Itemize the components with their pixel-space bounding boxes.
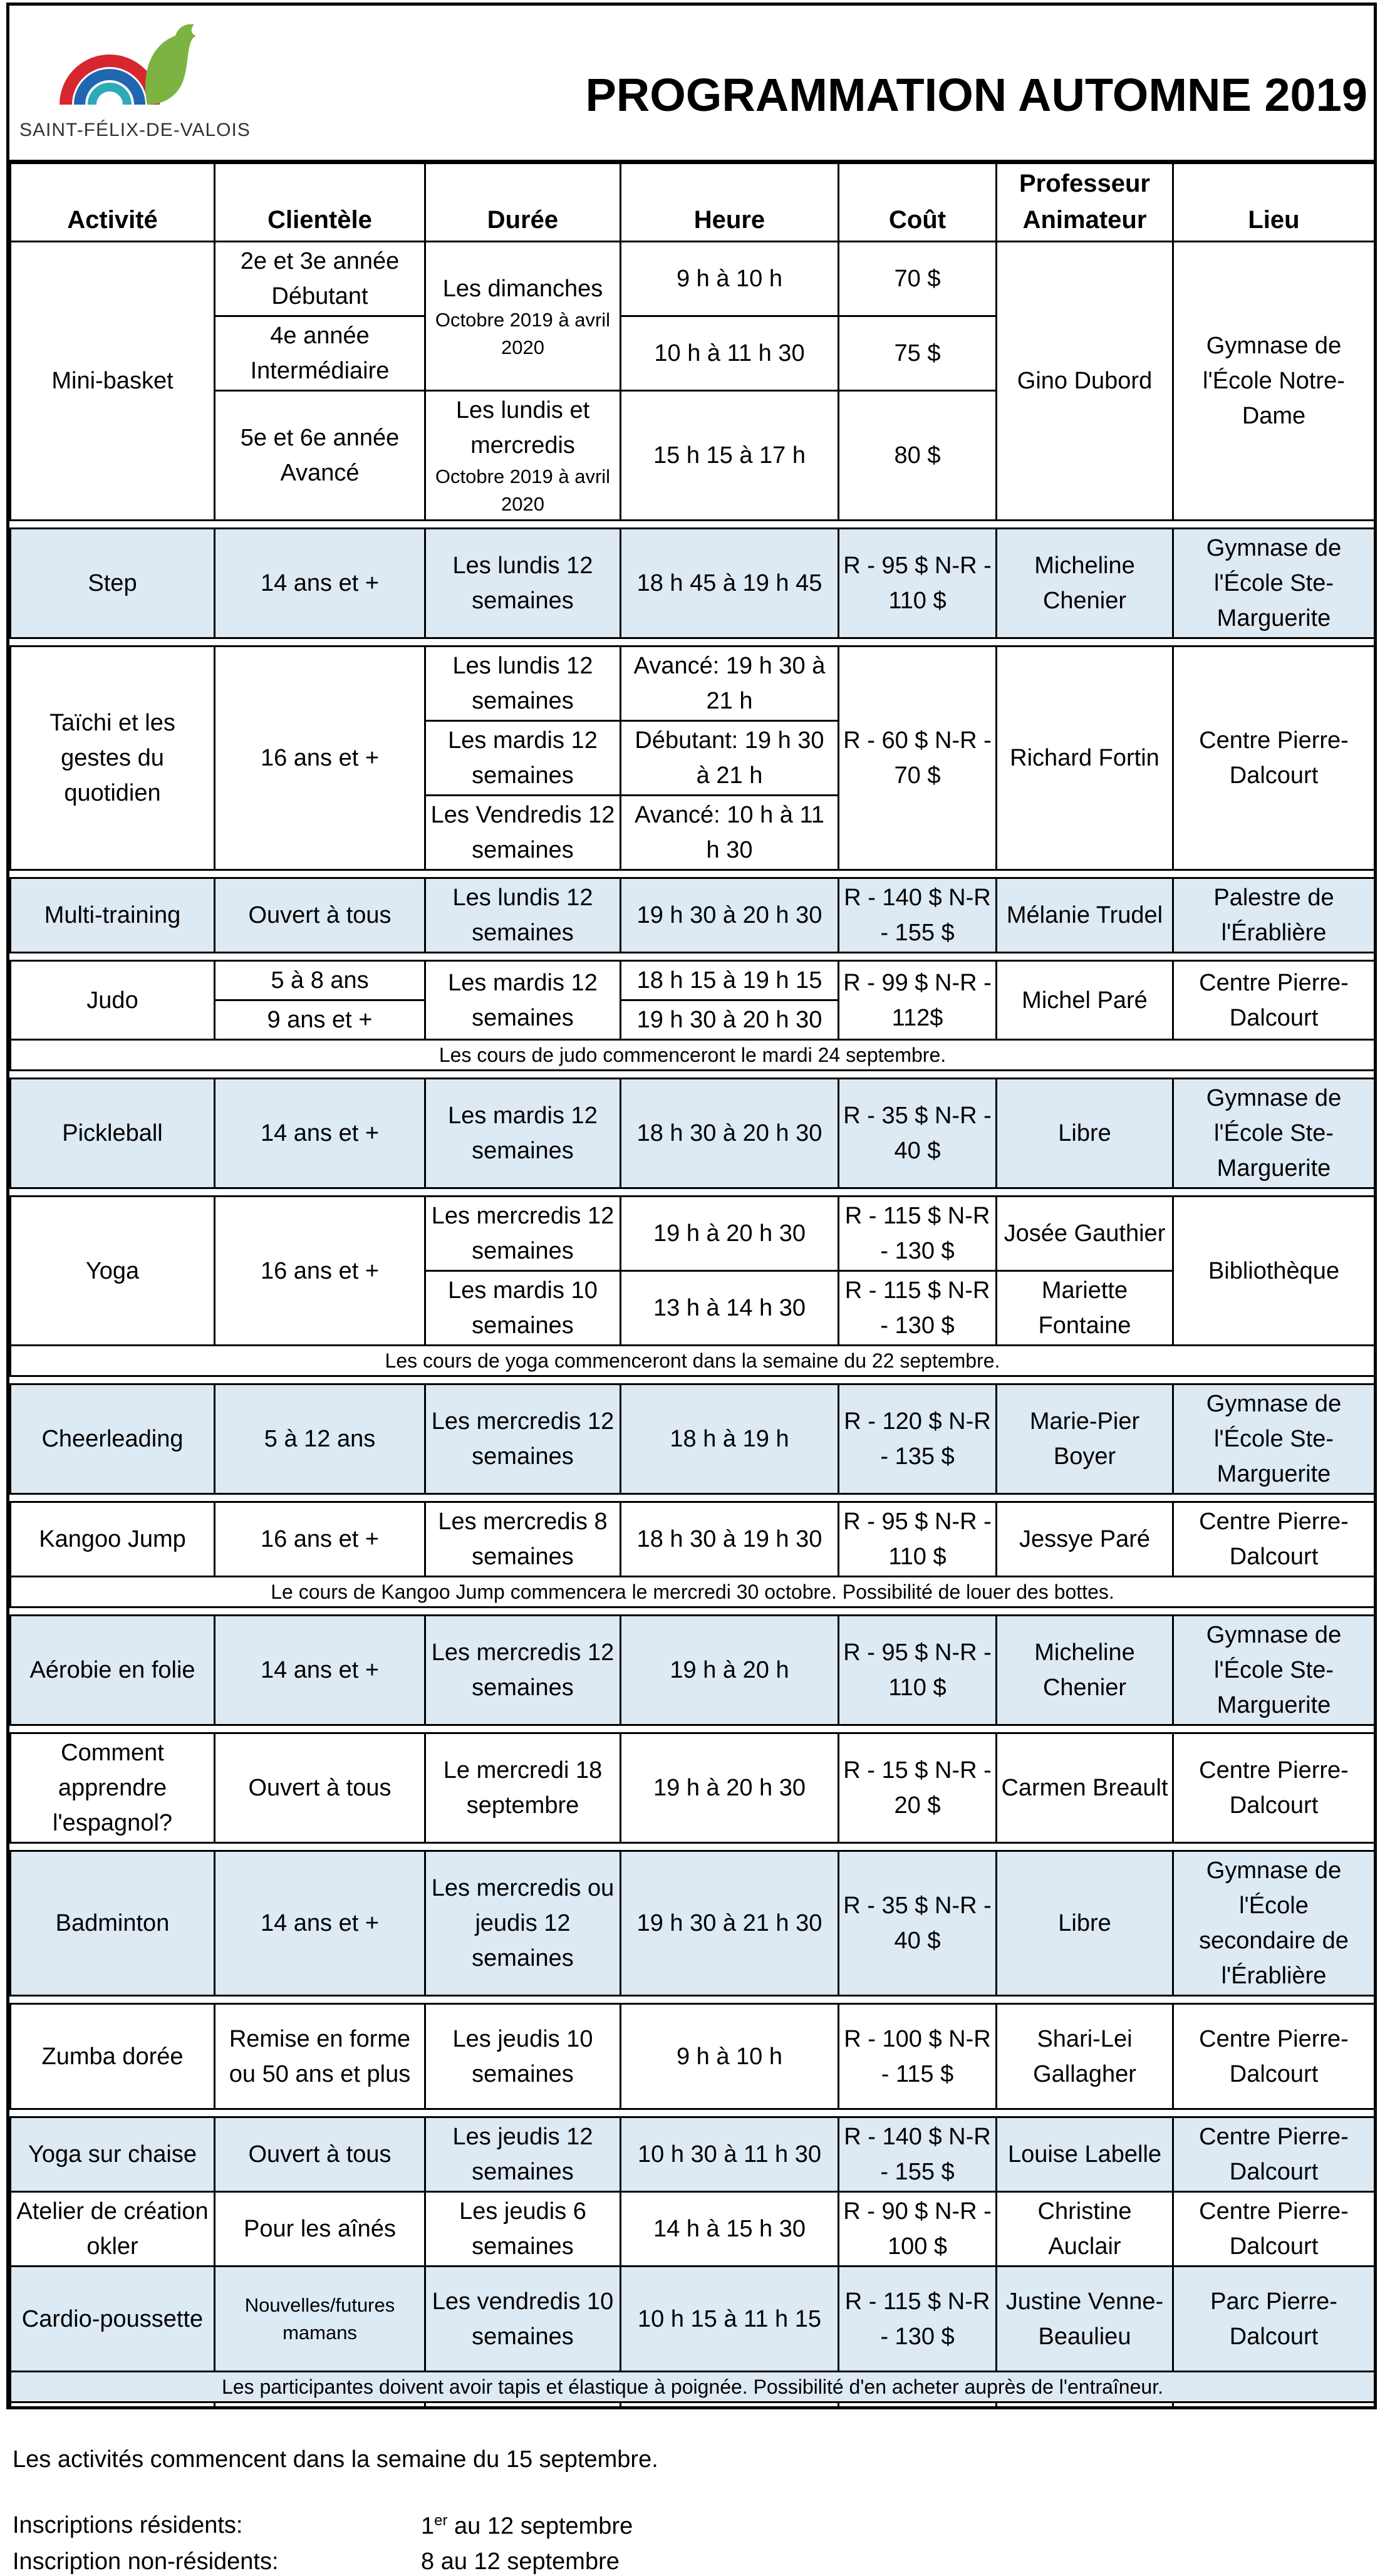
prof-cell: Michel Paré	[997, 961, 1173, 1040]
kangoo-note: Le cours de Kangoo Jump commencera le mercredi 30 octobre. Possibilité de louer des bottes.	[11, 1577, 1375, 1607]
duree-cell: Les lundis 12 semaines	[425, 529, 621, 638]
activity-cell: Taïchi et les gestes du quotidien	[11, 647, 215, 870]
cout-cell: R - 100 $ N-R - 115 $	[839, 2004, 997, 2109]
clientele-cell: 5 à 8 ans	[215, 961, 425, 1000]
activity-cell: Yoga sur chaise	[11, 2117, 215, 2192]
clientele-cell: 16 ans et +	[215, 647, 425, 870]
heure-cell: 18 h 30 à 19 h 30	[621, 1502, 839, 1577]
duree-cell: Le mercredi 18 septembre	[425, 1733, 621, 1843]
prof-cell: Louise Labelle	[997, 2117, 1173, 2192]
lieu-cell: Palestre de l'Érablière	[1173, 878, 1375, 953]
duree-line: Les lundis et mercredis	[455, 397, 590, 459]
clientele-cell: Ouvert à tous	[215, 878, 425, 953]
heure-cell: 9 h à 10 h	[621, 242, 839, 316]
activity-cell: Pickleball	[11, 1079, 215, 1188]
row-gap	[11, 2109, 1375, 2117]
row-gap	[11, 1071, 1375, 1079]
table-row	[11, 1616, 1375, 1725]
heure-cell: 14 h à 15 h 30	[621, 2192, 839, 2267]
cout-cell: R - 115 $ N-R - 130 $	[839, 2267, 997, 2372]
lieu-cell: Gymnase de l'École Ste-Marguerite	[1173, 529, 1375, 638]
header-heure: Heure	[621, 164, 839, 242]
footer-res-day: 1	[421, 2513, 435, 2540]
clientele-cell: Nouvelles/futures mamans	[215, 2267, 425, 2372]
duree-cell: Les mercredis 8 semaines	[425, 1502, 621, 1577]
lieu-cell: Gymnase de l'École secondaire de l'Érablière	[1173, 1851, 1375, 1996]
header	[9, 6, 1374, 162]
footer-nonres-label: Inscription non-résidents:	[13, 2548, 279, 2575]
header-activite: Activité	[11, 164, 215, 242]
heure-cell: 10 h à 11 h 30	[621, 316, 839, 391]
footer-nonres-value: 8 au 12 septembre	[421, 2548, 620, 2575]
page-title: PROGRAMMATION AUTOMNE 2019	[585, 69, 1367, 121]
clientele-cell: Ouvert à tous	[215, 2117, 425, 2192]
cout-cell: R - 140 $ N-R - 155 $	[839, 878, 997, 953]
activity-cell: Badminton	[11, 1851, 215, 1996]
footer-res-rest: au 12 septembre	[447, 2513, 633, 2540]
clientele-cell: Pour les aînés	[215, 2192, 425, 2267]
lieu-cell: Parc Pierre-Dalcourt	[1173, 2267, 1375, 2372]
lieu-cell: Gymnase de l'École Ste-Marguerite	[1173, 1616, 1375, 1725]
table-row	[11, 2267, 1375, 2372]
duree-cell: Les mardis 10 semaines	[425, 1271, 621, 1346]
clientele-cell: 14 ans et +	[215, 529, 425, 638]
duree-cell	[425, 391, 621, 521]
table-row	[11, 2117, 1375, 2192]
heure-cell: 19 h à 20 h 30	[621, 1197, 839, 1271]
activity-cell: Atelier de création okler	[11, 2192, 215, 2267]
judo-note: Les cours de judo commenceront le mardi 24 septembre.	[11, 1040, 1375, 1071]
clientele-cell: 14 ans et +	[215, 1851, 425, 1996]
table-row	[11, 878, 1375, 953]
duree-cell: Les mercredis 12 semaines	[425, 1384, 621, 1494]
clientele-cell: 14 ans et +	[215, 1616, 425, 1725]
cout-cell: R - 99 $ N-R - 112$	[839, 961, 997, 1040]
table-row	[11, 1851, 1375, 1996]
duree-cell: Les vendredis 10 semaines	[425, 2267, 621, 2372]
table-row	[11, 1384, 1375, 1494]
program-frame	[6, 3, 1377, 2409]
cout-cell: 70 $	[839, 242, 997, 316]
clientele-cell: Ouvert à tous	[215, 1733, 425, 1843]
cardio-note: Les participantes doivent avoir tapis et élastique à poignée. Possibilité d'en acheter auprès de l'entraîneur.	[11, 2372, 1375, 2402]
duree-cell	[425, 242, 621, 391]
table-row	[11, 647, 1375, 721]
cout-cell: R - 95 $ N-R - 110 $	[839, 529, 997, 638]
table-row	[11, 1733, 1375, 1843]
activity-cell: Judo	[11, 961, 215, 1040]
prof-cell: Josée Gauthier	[997, 1197, 1173, 1271]
prof-cell: Jessye Paré	[997, 1502, 1173, 1577]
prof-cell: Micheline Chenier	[997, 529, 1173, 638]
cout-cell: 80 $	[839, 391, 997, 521]
table-row	[11, 2192, 1375, 2267]
cout-cell: R - 60 $ N-R - 70 $	[839, 647, 997, 870]
cout-cell: R - 15 $ N-R - 20 $	[839, 1733, 997, 1843]
prof-cell: Libre	[997, 1851, 1173, 1996]
lieu-cell: Centre Pierre-Dalcourt	[1173, 961, 1375, 1040]
lieu-cell: Centre Pierre-Dalcourt	[1173, 2004, 1375, 2109]
heure-cell: 15 h 15 à 17 h	[621, 391, 839, 521]
prof-cell	[997, 2402, 1173, 2410]
row-gap	[11, 870, 1375, 878]
footer-res-sup: er	[434, 2512, 448, 2529]
heure-cell: Débutant: 19 h 30 à 21 h	[621, 721, 839, 796]
row-gap	[11, 1607, 1375, 1616]
activity-cell: Multi-training	[11, 878, 215, 953]
note-row	[11, 1040, 1375, 1071]
duree-cell: Les lundis 12 semaines	[425, 647, 621, 721]
activity-cell: Aérobie en folie	[11, 1616, 215, 1725]
lieu-cell: Centre Pierre-Dalcourt	[1173, 1733, 1375, 1843]
logo-text: SAINT-FÉLIX-DE-VALOIS	[19, 120, 251, 140]
prof-cell: Marie-Pier Boyer	[997, 1384, 1173, 1494]
duree-cell: Les Vendredis 12 semaines	[425, 796, 621, 870]
cout-cell: R - 140 $ N-R - 155 $	[839, 2117, 997, 2192]
duree-cell: Les mercredis 12 semaines	[425, 1197, 621, 1271]
row-gap	[11, 953, 1375, 961]
prof-cell: Christine Auclair	[997, 2192, 1173, 2267]
cout-cell: R - 90 $ N-R - 100 $	[839, 2192, 997, 2267]
activity-cell	[11, 2402, 215, 2410]
table-row	[11, 1197, 1375, 1271]
note-row	[11, 1577, 1375, 1607]
heure-cell: 18 h 15 à 19 h 15	[621, 961, 839, 1000]
cout-cell: R - 35 $ N-R - 40 $	[839, 1851, 997, 1996]
duree-line: Les dimanches	[442, 275, 603, 302]
clientele-cell: 16 ans et +	[215, 1502, 425, 1577]
clientele-cell: 4e année Intermédiaire	[215, 316, 425, 391]
row-gap	[11, 638, 1375, 647]
activity-cell: Comment apprendre l'espagnol?	[11, 1733, 215, 1843]
header-professeur: Professeur Animateur	[997, 164, 1173, 242]
table-row	[11, 1079, 1375, 1188]
duree-period: Octobre 2019 à avril 2020	[435, 465, 611, 515]
heure-cell: Avancé: 19 h 30 à 21 h	[621, 647, 839, 721]
duree-cell: Les mardis 12 semaines	[425, 961, 621, 1040]
cout-cell	[839, 2402, 997, 2410]
lieu-cell: Bibliothèque	[1173, 1197, 1375, 1346]
cout-cell: R - 35 $ N-R - 40 $	[839, 1079, 997, 1188]
heure-cell: 10 h 15 à 11 h 15	[621, 2267, 839, 2372]
lieu-cell: Gymnase de l'École Ste-Marguerite	[1173, 1079, 1375, 1188]
cout-cell: R - 95 $ N-R - 110 $	[839, 1616, 997, 1725]
activity-cell: Mini-basket	[11, 242, 215, 521]
table-row	[11, 1502, 1375, 1577]
table-row	[11, 242, 1375, 316]
duree-cell: Les mardis 12 semaines	[425, 1079, 621, 1188]
row-gap	[11, 1376, 1375, 1384]
row-gap	[11, 1843, 1375, 1851]
footer-res-value	[421, 2512, 633, 2540]
row-gap	[11, 521, 1375, 529]
duree-cell: Les mercredis ou jeudis 12 semaines	[425, 1851, 621, 1996]
row-gap	[11, 1188, 1375, 1197]
table-row	[11, 2004, 1375, 2109]
table-header-row	[11, 164, 1375, 242]
heure-cell: 9 h à 10 h	[621, 2004, 839, 2109]
clientele-cell: 2e et 3e année Débutant	[215, 242, 425, 316]
lieu-cell: Gymnase de l'École Notre-Dame	[1173, 242, 1375, 521]
clientele-cell: 14 ans et +	[215, 1079, 425, 1188]
duree-period: Octobre 2019 à avril 2020	[435, 308, 611, 358]
lieu-cell	[1173, 2402, 1375, 2410]
activity-cell: Zumba dorée	[11, 2004, 215, 2109]
prof-cell: Libre	[997, 1079, 1173, 1188]
row-gap	[11, 1725, 1375, 1733]
yoga-note: Les cours de yoga commenceront dans la semaine du 22 septembre.	[11, 1346, 1375, 1376]
heure-cell: 19 h 30 à 21 h 30	[621, 1851, 839, 1996]
footer-start-text: Les activités commencent dans la semaine du 15 septembre.	[13, 2446, 658, 2473]
heure-cell: 10 h 30 à 11 h 30	[621, 2117, 839, 2192]
lieu-cell: Centre Pierre-Dalcourt	[1173, 1502, 1375, 1577]
duree-cell: Les jeudis 12 semaines	[425, 2117, 621, 2192]
prof-cell: Mélanie Trudel	[997, 878, 1173, 953]
note-row	[11, 1346, 1375, 1376]
clientele-cell: 9 ans et +	[215, 1000, 425, 1040]
cout-cell: 75 $	[839, 316, 997, 391]
heure-cell: 19 h 30 à 20 h 30	[621, 878, 839, 953]
activity-cell: Step	[11, 529, 215, 638]
activity-cell: Kangoo Jump	[11, 1502, 215, 1577]
header-clientele: Clientèle	[215, 164, 425, 242]
prof-cell: Gino Dubord	[997, 242, 1173, 521]
table-row	[11, 961, 1375, 1000]
heure-cell: 19 h 30 à 20 h 30	[621, 1000, 839, 1040]
clientele-cell: 5e et 6e année Avancé	[215, 391, 425, 521]
duree-cell: Les mercredis 12 semaines	[425, 1616, 621, 1725]
heure-cell: 13 h à 14 h 30	[621, 1271, 839, 1346]
note-row	[11, 2372, 1375, 2402]
heure-cell: 19 h à 20 h	[621, 1616, 839, 1725]
lieu-cell: Centre Pierre-Dalcourt	[1173, 647, 1375, 870]
prof-cell: Richard Fortin	[997, 647, 1173, 870]
prof-cell: Carmen Breault	[997, 1733, 1173, 1843]
duree-cell: Les lundis 12 semaines	[425, 878, 621, 953]
cout-cell: R - 115 $ N-R - 130 $	[839, 1271, 997, 1346]
clientele-cell: Remise en forme ou 50 ans et plus	[215, 2004, 425, 2109]
program-table	[9, 162, 1376, 2409]
header-cout: Coût	[839, 164, 997, 242]
header-lieu: Lieu	[1173, 164, 1375, 242]
cout-cell: R - 120 $ N-R - 135 $	[839, 1384, 997, 1494]
lieu-cell: Centre Pierre-Dalcourt	[1173, 2192, 1375, 2267]
cout-cell: R - 115 $ N-R - 130 $	[839, 1197, 997, 1271]
header-duree: Durée	[425, 164, 621, 242]
footer-res-label: Inscriptions résidents:	[13, 2512, 243, 2538]
row-gap	[11, 1494, 1375, 1502]
lieu-cell: Gymnase de l'École Ste-Marguerite	[1173, 1384, 1375, 1494]
heure-cell: 19 h à 20 h 30	[621, 1733, 839, 1843]
duree-cell: Les jeudis 6 semaines	[425, 2192, 621, 2267]
activity-cell: Cheerleading	[11, 1384, 215, 1494]
activity-cell: Yoga	[11, 1197, 215, 1346]
heure-cell: 18 h à 19 h	[621, 1384, 839, 1494]
heure-cell: 18 h 30 à 20 h 30	[621, 1079, 839, 1188]
duree-cell	[425, 2402, 621, 2410]
duree-cell: Les jeudis 10 semaines	[425, 2004, 621, 2109]
clientele-cell: 5 à 12 ans	[215, 1384, 425, 1494]
table-row	[11, 529, 1375, 638]
prof-cell: Mariette Fontaine	[997, 1271, 1173, 1346]
duree-cell: Les mardis 12 semaines	[425, 721, 621, 796]
heure-cell	[621, 2402, 839, 2410]
row-gap	[11, 1996, 1375, 2004]
prof-cell: Micheline Chenier	[997, 1616, 1173, 1725]
prof-cell: Justine Venne-Beaulieu	[997, 2267, 1173, 2372]
prof-cell: Shari-Lei Gallagher	[997, 2004, 1173, 2109]
clientele-cell	[215, 2402, 425, 2410]
activity-cell: Cardio-poussette	[11, 2267, 215, 2372]
lieu-cell: Centre Pierre-Dalcourt	[1173, 2117, 1375, 2192]
heure-cell: Avancé: 10 h à 11 h 30	[621, 796, 839, 870]
heure-cell: 18 h 45 à 19 h 45	[621, 529, 839, 638]
cout-cell: R - 95 $ N-R - 110 $	[839, 1502, 997, 1577]
clientele-cell: 16 ans et +	[215, 1197, 425, 1346]
table-row	[11, 2402, 1375, 2410]
